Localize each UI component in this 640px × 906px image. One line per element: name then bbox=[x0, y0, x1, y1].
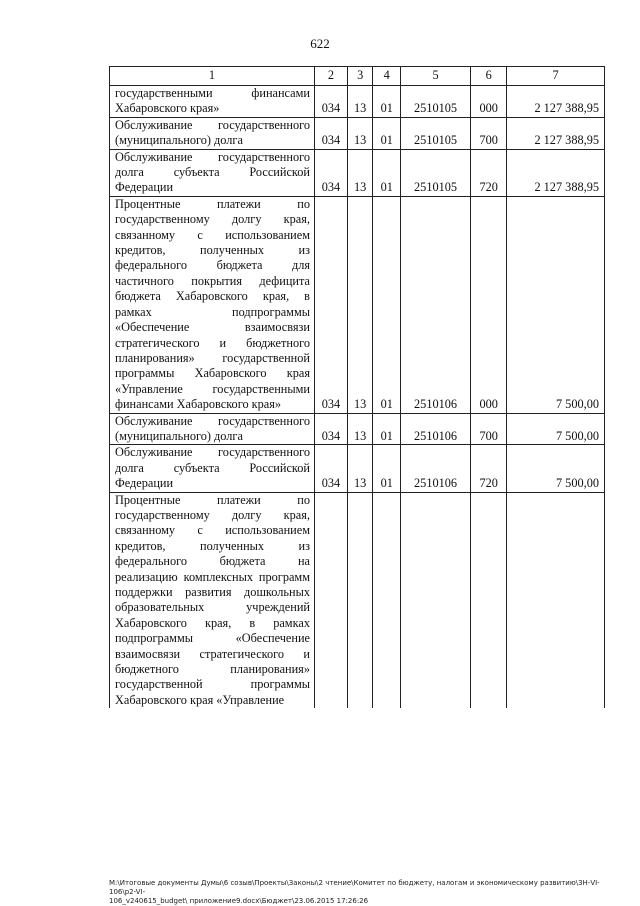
footer-line: M:\Итоговые документы Думы\6 созыв\Проекты\Законы\2 чтение\Комитет по бюджету, налогам и экономическому развитию\3Н-VI-106\p2-VI- bbox=[109, 879, 600, 896]
footer-line: 106_v240615_budget\ приложение9.docx\Бюджет\23.06.2015 17:26:26 bbox=[109, 897, 369, 905]
cell-subsection: 01 bbox=[373, 196, 401, 413]
cell-section: 13 bbox=[347, 117, 372, 149]
column-header: 5 bbox=[401, 67, 471, 86]
cell-target-article: 2510106 bbox=[401, 445, 471, 492]
cell-amount: 7 500,00 bbox=[507, 445, 605, 492]
cell-section: 13 bbox=[347, 149, 372, 196]
column-header: 4 bbox=[373, 67, 401, 86]
cell-ministry: 034 bbox=[315, 445, 348, 492]
cell-target-article bbox=[401, 492, 471, 708]
cell-expense-type: 700 bbox=[471, 413, 507, 445]
row-name: Обслуживание государственного (муниципального) долга bbox=[110, 413, 315, 445]
cell-ministry: 034 bbox=[315, 413, 348, 445]
cell-subsection: 01 bbox=[373, 117, 401, 149]
table-row bbox=[110, 445, 605, 492]
cell-amount: 7 500,00 bbox=[507, 413, 605, 445]
cell-target-article: 2510106 bbox=[401, 413, 471, 445]
row-name: Процентные платежи по государственному долгу края, связанному с использованием кредитов, полученных из федерального бюджета на реализацию комплексных программ поддержки развития дошкольных образовательных учреждений Хабаровского края, в рамках подпрограммы «Обеспечение взаимосвязи стратегического и бюджетного планирования» государственной программы Хабаровского края «Управление bbox=[110, 492, 315, 708]
cell-subsection: 01 bbox=[373, 413, 401, 445]
table-row bbox=[110, 117, 605, 149]
row-name: Обслуживание государственного (муниципального) долга bbox=[110, 117, 315, 149]
row-name: государственными финансами Хабаровского края» bbox=[110, 86, 315, 118]
row-name: Обслуживание государственного долга субъекта Российской Федерации bbox=[110, 149, 315, 196]
row-name: Обслуживание государственного долга субъекта Российской Федерации bbox=[110, 445, 315, 492]
column-header: 7 bbox=[507, 67, 605, 86]
cell-expense-type: 720 bbox=[471, 445, 507, 492]
cell-ministry bbox=[315, 492, 348, 708]
cell-amount: 7 500,00 bbox=[507, 196, 605, 413]
cell-amount: 2 127 388,95 bbox=[507, 117, 605, 149]
cell-subsection: 01 bbox=[373, 149, 401, 196]
cell-expense-type: 000 bbox=[471, 196, 507, 413]
table-row bbox=[110, 86, 605, 118]
column-header: 1 bbox=[110, 67, 315, 86]
column-header: 2 bbox=[315, 67, 348, 86]
table-row bbox=[110, 413, 605, 445]
cell-section: 13 bbox=[347, 196, 372, 413]
cell-section: 13 bbox=[347, 413, 372, 445]
cell-ministry: 034 bbox=[315, 86, 348, 118]
page-number: 622 bbox=[310, 36, 330, 51]
cell-target-article: 2510106 bbox=[401, 196, 471, 413]
cell-amount: 2 127 388,95 bbox=[507, 149, 605, 196]
cell-section bbox=[347, 492, 372, 708]
cell-expense-type bbox=[471, 492, 507, 708]
column-header: 3 bbox=[347, 67, 372, 86]
cell-target-article: 2510105 bbox=[401, 149, 471, 196]
cell-ministry: 034 bbox=[315, 196, 348, 413]
table-row bbox=[110, 196, 605, 413]
cell-amount: 2 127 388,95 bbox=[507, 86, 605, 118]
cell-subsection bbox=[373, 492, 401, 708]
cell-section: 13 bbox=[347, 445, 372, 492]
cell-subsection: 01 bbox=[373, 445, 401, 492]
budget-table bbox=[109, 66, 605, 708]
cell-ministry: 034 bbox=[315, 149, 348, 196]
header-row bbox=[110, 67, 605, 86]
cell-expense-type: 700 bbox=[471, 117, 507, 149]
column-header: 6 bbox=[471, 67, 507, 86]
cell-ministry: 034 bbox=[315, 117, 348, 149]
cell-subsection: 01 bbox=[373, 86, 401, 118]
cell-target-article: 2510105 bbox=[401, 86, 471, 118]
table-row bbox=[110, 149, 605, 196]
row-name: Процентные платежи по государственному долгу края, связанному с использованием кредитов, полученных из федерального бюджета для частичного покрытия дефицита бюджета Хабаровского края, в рамках подпрограммы «Обеспечение взаимосвязи стратегического и бюджетного планирования» государственной программы Хабаровского края «Управление государственными финансами Хабаровского края» bbox=[110, 196, 315, 413]
cell-expense-type: 000 bbox=[471, 86, 507, 118]
cell-amount bbox=[507, 492, 605, 708]
cell-expense-type: 720 bbox=[471, 149, 507, 196]
file-path-footer bbox=[109, 879, 619, 906]
cell-section: 13 bbox=[347, 86, 372, 118]
table-row bbox=[110, 492, 605, 708]
cell-target-article: 2510105 bbox=[401, 117, 471, 149]
